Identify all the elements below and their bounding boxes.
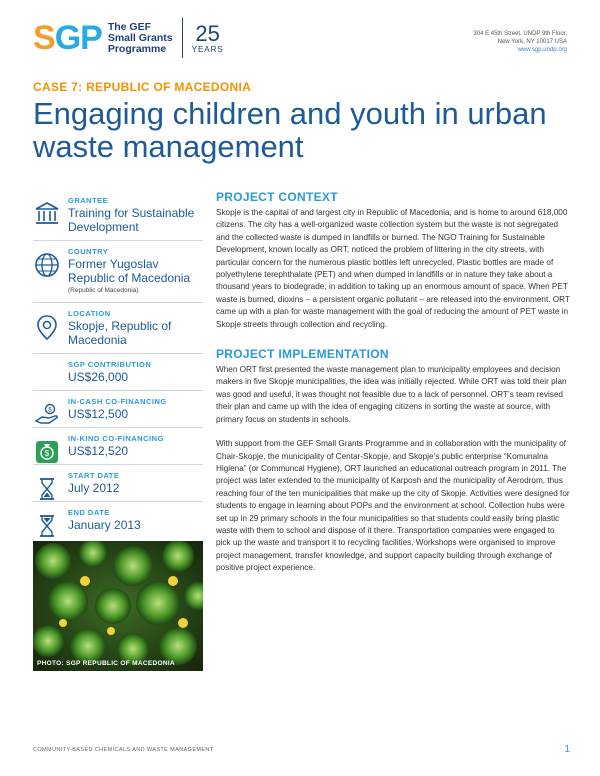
logo-programme-name <box>108 22 173 55</box>
address-line-1: 304 E 45th Street, UNDP 9th Floor, <box>473 31 567 37</box>
sgp-contribution-fact <box>33 360 203 384</box>
institution-icon <box>33 200 61 228</box>
location-fact <box>33 309 203 347</box>
location-value: Skopje, Republic of Macedonia <box>68 319 172 347</box>
logo-years-label: YEARS <box>191 44 224 54</box>
start-date-fact <box>33 471 203 495</box>
country-fact <box>33 247 203 296</box>
header-address <box>473 30 567 54</box>
logo-divider <box>182 18 183 58</box>
divider <box>33 353 203 354</box>
sgp-contribution-value: US$26,000 <box>68 370 129 384</box>
in-kind-fact <box>33 434 203 458</box>
address-line-2: New York, NY 10017 USA <box>497 39 567 45</box>
country-note: (Republic of Macedonia) <box>68 287 139 294</box>
footer-text: COMMUNITY-BASED CHEMICALS AND WASTE MANAGEMENT <box>33 747 214 753</box>
in-kind-label: IN-KIND CO-FINANCING <box>68 434 164 443</box>
in-cash-value: US$12,500 <box>68 407 129 421</box>
implementation-paragraph-2: With support from the GEF Small Grants Programme and in collaboration with the municipality of Chair-Skopje, the municipality of Centar-Skopje, and Skopje’s public enterprise “Komunalna Higiena” (or Communcal Hygiene), ORT launched an educational outreach program in 2011. The project was later extended to the municipality of Karposh and the municipality of Aerodrom, thus reaching four of the ten municipalities that make up the city of Skopje. Activities were designed for students to engage in learning about POPs and the environment at school. Collection hubs were set up in 29 primary schools in the four municipalities so that students could easily bring plastic waste with them to school and dispose of it there. Transportation companies were engaged to pick up the waste and transport it to recycling facilities. Workshops were organised to improve project management, transfer knowledge, and support capacity building through exchange of positive project experience. <box>216 439 570 573</box>
grantee-label: GRANTEE <box>68 196 109 205</box>
country-value: Former Yugoslav Republic of Macedonia <box>68 257 191 285</box>
country-label: COUNTRY <box>68 247 109 256</box>
divider <box>33 240 203 241</box>
project-context-text: Skopje is the capital of and largest city in Republic of Macedonia, and is home to around 618,000 citizens. The city has a well-organized waste collection system but the waste is not segregated and the collected waste is dumped in landfills or burned. The NGO Training for Sustainable Development, known locally as ORT, noticed the problem of littering in the city streets, with particular concern for the numerous plastic bottles left unrecycled. Plastic bottles are made of polyethylene terephthalate (PET) and when dumped in landfills or in nature they take about a thousand years to biodegrade, in addition to taking up an enormous amount of space. When PET waste is burned, dioxins – a persistent organic pollutant – are released into the environment. ORT came up with a plan for waste management with the goal of reducing the amount of PET waste in Skopje streets through collection and recycling. <box>216 208 570 329</box>
in-cash-label: IN-CASH CO-FINANCING <box>68 397 167 406</box>
page-title: Engaging children and youth in urban waste management <box>33 96 547 164</box>
logo-25-years <box>191 20 224 54</box>
end-date-label: END DATE <box>68 508 110 517</box>
project-facts-sidebar <box>33 196 203 538</box>
sgp-contribution-label: SGP CONTRIBUTION <box>68 360 152 369</box>
photo-illustration <box>33 541 203 671</box>
divider <box>33 302 203 303</box>
logo-name-line-1: The GEF <box>107 20 151 33</box>
start-date-label: START DATE <box>68 471 120 480</box>
photo-caption: PHOTO: SGP REPUBLIC OF MACEDONIA <box>37 660 175 667</box>
end-date-value: January 2013 <box>68 518 141 532</box>
logo-name-line-3: Programme <box>107 42 167 55</box>
main-content <box>216 190 571 587</box>
svg-text:$: $ <box>48 407 52 414</box>
sgp-logo <box>33 18 224 58</box>
globe-icon <box>33 251 61 279</box>
hand-coin-icon <box>33 401 61 429</box>
hourglass-icon <box>33 512 61 540</box>
project-context-heading: PROJECT CONTEXT <box>216 190 338 204</box>
end-date-fact <box>33 508 203 532</box>
map-pin-icon <box>33 313 61 341</box>
project-implementation-heading: PROJECT IMPLEMENTATION <box>216 347 389 362</box>
logo-name-line-2: Small Grants <box>107 31 173 44</box>
svg-text:$: $ <box>44 449 50 458</box>
address-website-link[interactable]: www.sgp.undp.org <box>517 47 567 53</box>
start-date-value: July 2012 <box>68 481 120 495</box>
divider <box>33 390 203 391</box>
case-label: CASE 7: REPUBLIC OF MACEDONIA <box>33 80 252 94</box>
grantee-fact <box>33 196 203 234</box>
grantee-value: Training for Sustainable Development <box>68 206 195 234</box>
hourglass-icon <box>33 475 61 503</box>
logo-years-number: 25 <box>195 20 220 46</box>
page-number: 1 <box>564 744 570 755</box>
location-label: LOCATION <box>68 309 111 318</box>
implementation-paragraph-1: When ORT first presented the waste management plan to municipality employees and decision makers in five Skopje municipalities, the idea was initially rejected. While ORT was told their plan was good and useful, it was thought not feasible due to a lack of personnel. ORT’s team revised their plan and came up with the idea of engaging citizens in sorting the waste at source, with primary focus on students in schools. <box>216 365 567 424</box>
money-bag-icon <box>33 438 61 466</box>
logo-sgp-letters: SGP <box>33 19 102 57</box>
plastic-bottle-flowers-photo <box>33 541 203 671</box>
in-kind-value: US$12,520 <box>68 444 129 458</box>
in-cash-fact <box>33 397 203 421</box>
